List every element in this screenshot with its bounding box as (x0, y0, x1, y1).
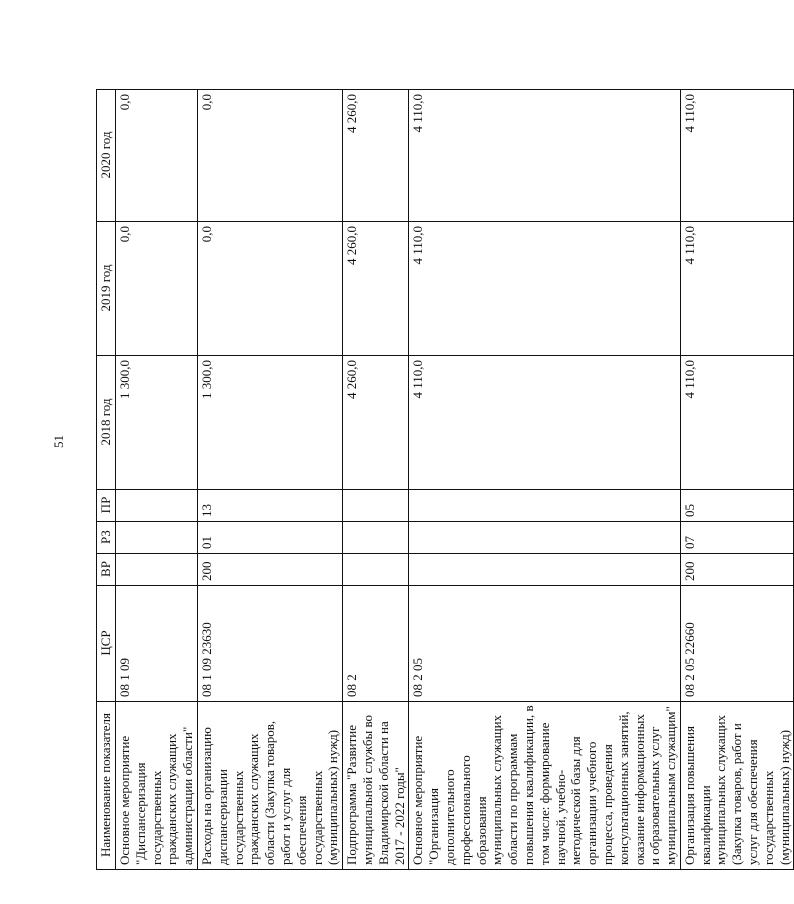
table-row (680, 90, 794, 870)
cell-rz (343, 522, 409, 554)
cell-2019: 0,0 (197, 222, 342, 356)
cell-2020: 4 110,0 (409, 90, 681, 222)
cell-name: Организация повышения квалификации муниципальных служащих (Закупка товаров, работ и услуг для обеспечения государственных (муниципальных) нужд) (680, 702, 794, 870)
cell-2020: 4 260,0 (343, 90, 409, 222)
header-2020: 2020 год (97, 90, 116, 222)
cell-pr (343, 490, 409, 522)
cell-name: Основное мероприятие "Организация дополнительного профессионального образования муниципальных служащих области по программам повышения квалификации, в том числе: формирование научной, учебно-методической базы для организации учебного процесса, проведения консультационных занятий, оказание информационных и образовательных услуг муниципальным служащим" (409, 702, 681, 870)
cell-rz (116, 522, 198, 554)
header-name: Наименование показателя (97, 702, 116, 870)
header-pr: ПР (97, 490, 116, 522)
cell-pr: 13 (197, 490, 342, 522)
cell-pr (409, 490, 681, 522)
header-2018: 2018 год (97, 356, 116, 490)
table-row (116, 90, 198, 870)
cell-name: Подпрограмма "Развитие муниципальной службы во Владимирской области на 2017 - 2022 годы" (343, 702, 409, 870)
table-row (343, 90, 409, 870)
cell-2019: 4 110,0 (409, 222, 681, 356)
header-vr: ВР (97, 554, 116, 586)
header-rz: РЗ (97, 522, 116, 554)
table-row (197, 90, 342, 870)
cell-2020: 0,0 (197, 90, 342, 222)
cell-csr: 08 1 09 23630 (197, 586, 342, 702)
page-number: 51 (51, 435, 66, 448)
cell-2018: 1 300,0 (116, 356, 198, 490)
rotated-page-content (96, 90, 792, 870)
cell-csr: 08 2 05 (409, 586, 681, 702)
cell-csr: 08 2 05 22660 (680, 586, 794, 702)
cell-vr (409, 554, 681, 586)
cell-csr: 08 1 09 (116, 586, 198, 702)
cell-rz: 01 (197, 522, 342, 554)
cell-vr: 200 (680, 554, 794, 586)
table-row (409, 90, 681, 870)
cell-name: Расходы на организацию диспансеризации государственных гражданских служащих области (Закупка товаров, работ и услуг для обеспечения государственных (муниципальных) нужд) (197, 702, 342, 870)
cell-vr: 200 (197, 554, 342, 586)
cell-vr (116, 554, 198, 586)
cell-2020: 0,0 (116, 90, 198, 222)
cell-vr (343, 554, 409, 586)
cell-rz: 07 (680, 522, 794, 554)
cell-2020: 4 110,0 (680, 90, 794, 222)
cell-2018: 1 300,0 (197, 356, 342, 490)
cell-2018: 4 110,0 (409, 356, 681, 490)
table-header-row (97, 90, 116, 870)
cell-2018: 4 260,0 (343, 356, 409, 490)
cell-rz (409, 522, 681, 554)
budget-table (96, 89, 794, 870)
cell-pr (116, 490, 198, 522)
cell-2019: 4 260,0 (343, 222, 409, 356)
cell-2019: 0,0 (116, 222, 198, 356)
cell-name: Основное мероприятие "Диспансеризация государственных гражданских служащих администрации области" (116, 702, 198, 870)
cell-2019: 4 110,0 (680, 222, 794, 356)
cell-pr: 05 (680, 490, 794, 522)
header-2019: 2019 год (97, 222, 116, 356)
cell-2018: 4 110,0 (680, 356, 794, 490)
header-csr: ЦСР (97, 586, 116, 702)
cell-csr: 08 2 (343, 586, 409, 702)
